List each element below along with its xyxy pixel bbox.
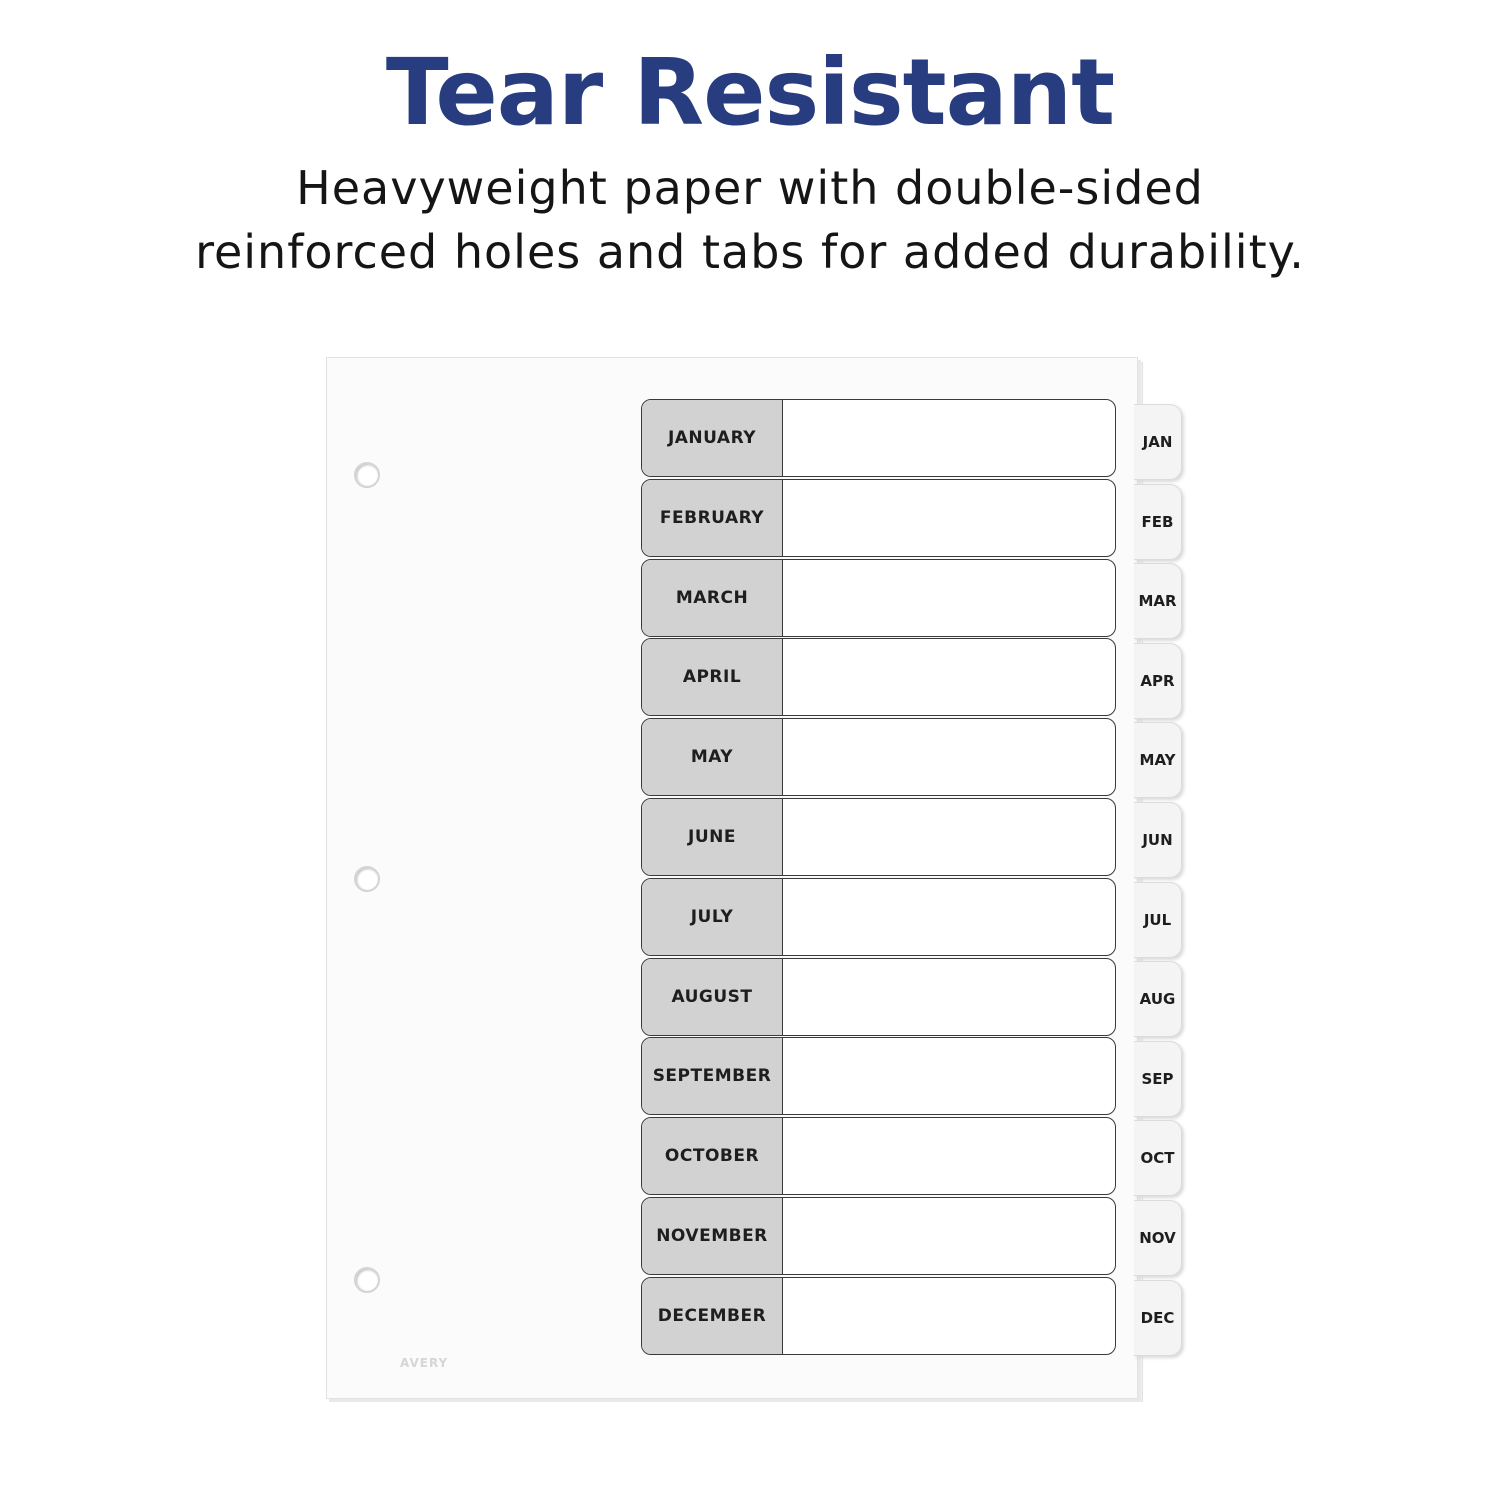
- tab-may[interactable]: [1134, 722, 1182, 798]
- month-label: FEBRUARY: [642, 480, 783, 556]
- month-label: MAY: [642, 719, 783, 795]
- month-label: MARCH: [642, 560, 783, 636]
- headline: Tear Resistant: [385, 39, 1115, 146]
- tab-mar[interactable]: [1134, 563, 1182, 639]
- tab-label: MAY: [1139, 751, 1176, 770]
- month-label: JANUARY: [642, 400, 783, 476]
- tab-jan[interactable]: [1134, 404, 1182, 480]
- month-label: SEPTEMBER: [642, 1038, 783, 1114]
- tab-jun[interactable]: [1134, 802, 1182, 878]
- punch-hole-middle: [354, 866, 380, 892]
- tab-apr[interactable]: [1134, 643, 1182, 719]
- tab-label: FEB: [1141, 512, 1174, 531]
- month-row-mar: [641, 559, 1116, 637]
- month-row-sep: [641, 1037, 1116, 1115]
- month-label: AUGUST: [642, 959, 783, 1035]
- month-row-oct: [641, 1117, 1116, 1195]
- tab-jul[interactable]: [1134, 882, 1182, 958]
- month-row-aug: [641, 958, 1116, 1036]
- month-row-feb: [641, 479, 1116, 557]
- month-label: NOVEMBER: [642, 1198, 783, 1274]
- tab-oct[interactable]: [1134, 1120, 1182, 1196]
- tab-label: JAN: [1142, 433, 1173, 451]
- tab-label: AUG: [1139, 990, 1176, 1009]
- punch-hole-top: [354, 462, 380, 488]
- tab-feb[interactable]: [1134, 484, 1182, 560]
- month-label: OCTOBER: [642, 1118, 783, 1194]
- avery-logo: AVERY: [400, 1356, 449, 1370]
- month-label: JUNE: [642, 799, 783, 875]
- tab-label: MAR: [1138, 592, 1177, 611]
- punch-hole-bottom: [354, 1267, 380, 1293]
- month-label: JULY: [642, 879, 783, 955]
- tab-nov[interactable]: [1134, 1200, 1182, 1276]
- month-label: APRIL: [642, 639, 783, 715]
- tab-label: DEC: [1140, 1308, 1175, 1327]
- tab-label: APR: [1140, 671, 1175, 690]
- tab-sep[interactable]: [1134, 1041, 1182, 1117]
- month-row-jul: [641, 878, 1116, 956]
- tab-label: NOV: [1139, 1229, 1176, 1247]
- subtitle-line-2: reinforced holes and tabs for added durability.: [195, 225, 1305, 279]
- month-row-jan: [641, 399, 1116, 477]
- month-row-dec: [641, 1277, 1116, 1355]
- month-label: DECEMBER: [642, 1278, 783, 1354]
- tab-aug[interactable]: [1134, 961, 1182, 1037]
- month-row-nov: [641, 1197, 1116, 1275]
- month-row-apr: [641, 638, 1116, 716]
- month-row-may: [641, 718, 1116, 796]
- tab-label: JUN: [1142, 831, 1173, 849]
- month-row-jun: [641, 798, 1116, 876]
- tab-label: OCT: [1140, 1149, 1175, 1168]
- subtitle-line-1: Heavyweight paper with double-sided: [296, 161, 1204, 215]
- tab-label: SEP: [1141, 1069, 1174, 1088]
- tab-dec[interactable]: [1134, 1280, 1182, 1356]
- tab-label: JUL: [1143, 910, 1172, 929]
